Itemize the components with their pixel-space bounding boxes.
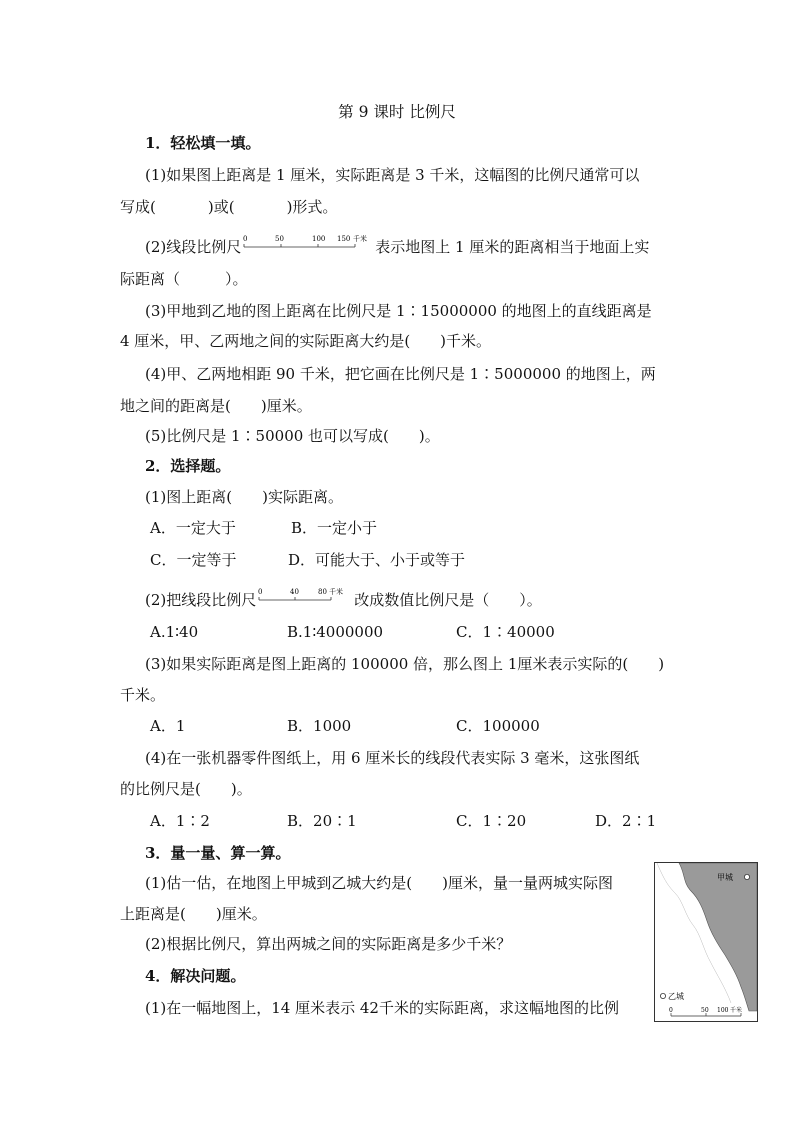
s2-q1-option-b[interactable]: B．一定小于 xyxy=(291,519,378,537)
map-illustration xyxy=(654,862,758,1022)
map-scale-tick-label: 50 xyxy=(701,1007,709,1014)
s1-q1-text-b: )或( xyxy=(207,198,235,216)
s1-q3-line1: (3)甲地到乙地的图上距离在比例尺是 1∶15000000 的地图上的直线距离是 xyxy=(145,302,652,320)
section-1-heading: 1．轻松填一填。 xyxy=(145,134,261,152)
city-a-label: 甲城 xyxy=(717,873,733,882)
section-2-heading: 2．选择题。 xyxy=(145,457,231,475)
s1-q1-text-c: )形式。 xyxy=(286,198,338,216)
scale-tick-label: 50 xyxy=(275,235,285,243)
page-title: 第 9 课时 比例尺 xyxy=(338,103,456,121)
s1-q4-line1: (4)甲、乙两地相距 90 千米，把它画在比例尺是 1∶5000000 的地图上，两 xyxy=(145,365,656,383)
section-4-heading: 4．解决问题。 xyxy=(145,967,246,985)
map-scale-unit-label: 千米 xyxy=(730,1007,743,1014)
s4-q1-line1: (1)在一幅地图上，14 厘米表示 42千米的实际距离，求这幅地图的比例 xyxy=(145,999,619,1017)
s2-q1-option-a[interactable]: A．一定大于 xyxy=(150,519,236,537)
map-drawing xyxy=(655,863,757,1021)
s2-q4-option-a[interactable]: A．1∶2 xyxy=(150,812,210,830)
s3-q2: (2)根据比例尺，算出两城之间的实际距离是多少千米？ xyxy=(145,935,512,953)
s2-q1-option-c[interactable]: C．一定等于 xyxy=(150,551,237,569)
s1-q2-line2: 际距离（ ）。 xyxy=(120,270,248,288)
s2-q2-text-b: 改成数值比例尺是（ ）。 xyxy=(354,591,542,609)
city-b-marker-icon xyxy=(660,993,665,998)
s1-q5: (5)比例尺是 1∶50000 也可以写成( )。 xyxy=(145,427,440,445)
scale-tick-label: 80 xyxy=(318,588,328,596)
s3-q1-line2: 上距离是( )厘米。 xyxy=(120,905,267,923)
city-a-marker-icon xyxy=(744,874,749,879)
line-scale-bar-80km xyxy=(256,586,354,608)
s1-q2-line1 xyxy=(145,237,649,259)
s2-q4-line2: 的比例尺是( )。 xyxy=(120,780,252,798)
s2-q2-stem xyxy=(145,590,542,612)
s1-q1-text-a: 写成( xyxy=(120,198,156,216)
s2-q3-option-b[interactable]: B．1000 xyxy=(287,717,352,735)
section-3-heading: 3．量一量、算一算。 xyxy=(145,844,291,862)
s2-q4-option-d[interactable]: D．2∶1 xyxy=(595,812,657,830)
s2-q3-line2: 千米。 xyxy=(120,686,166,704)
scale-tick-label: 150 xyxy=(337,235,351,243)
scale-tick-label: 0 xyxy=(243,235,248,243)
s2-q4-option-b[interactable]: B．20∶1 xyxy=(287,812,357,830)
s2-q3-option-a[interactable]: A．1 xyxy=(150,717,186,735)
scale-unit-label: 千米 xyxy=(329,588,344,596)
line-scale-bar-150km xyxy=(241,233,375,255)
s1-q3-line2: 4 厘米，甲、乙两地之间的实际距离大约是( )千米。 xyxy=(120,332,492,350)
scale-tick-label: 0 xyxy=(258,588,263,596)
s2-q2-option-c[interactable]: C．1∶40000 xyxy=(456,623,555,641)
s2-q3-line1: (3)如果实际距离是图上距离的 100000 倍，那么图上 1厘米表示实际的( ) xyxy=(145,655,665,673)
scale-unit-label: 千米 xyxy=(353,235,368,243)
s2-q3-option-c[interactable]: C．100000 xyxy=(456,717,540,735)
map-scale-tick-label: 0 xyxy=(669,1007,673,1014)
s3-q1-line1: (1)估一估，在地图上甲城到乙城大约是( )厘米，量一量两城实际图 xyxy=(145,874,613,892)
s1-q4-line2: 地之间的距离是( )厘米。 xyxy=(120,397,312,415)
s2-q1-stem: (1)图上距离( )实际距离。 xyxy=(145,488,343,506)
s2-q4-option-c[interactable]: C．1∶20 xyxy=(456,812,527,830)
map-scale-tick-label: 100 xyxy=(717,1007,729,1014)
s1-q1-line2 xyxy=(120,197,337,217)
s2-q2-option-b[interactable]: B.1∶4000000 xyxy=(287,623,384,641)
city-b-label: 乙城 xyxy=(668,992,684,1001)
s1-q2-text-a: (2)线段比例尺 xyxy=(145,238,242,256)
s2-q2-option-a[interactable]: A.1∶40 xyxy=(150,623,199,641)
s2-q1-option-d[interactable]: D．可能大于、小于或等于 xyxy=(288,551,466,569)
scale-tick-label: 40 xyxy=(290,588,300,596)
s1-q1-line1: (1)如果图上距离是 1 厘米，实际距离是 3 千米，这幅图的比例尺通常可以 xyxy=(145,166,640,184)
s1-q2-text-b: 表示地图上 1 厘米的距离相当于地面上实 xyxy=(375,238,650,256)
s2-q2-text-a: (2)把线段比例尺 xyxy=(145,591,257,609)
scale-tick-label: 100 xyxy=(312,235,326,243)
s2-q4-line1: (4)在一张机器零件图纸上，用 6 厘米长的线段代表实际 3 毫米，这张图纸 xyxy=(145,749,640,767)
